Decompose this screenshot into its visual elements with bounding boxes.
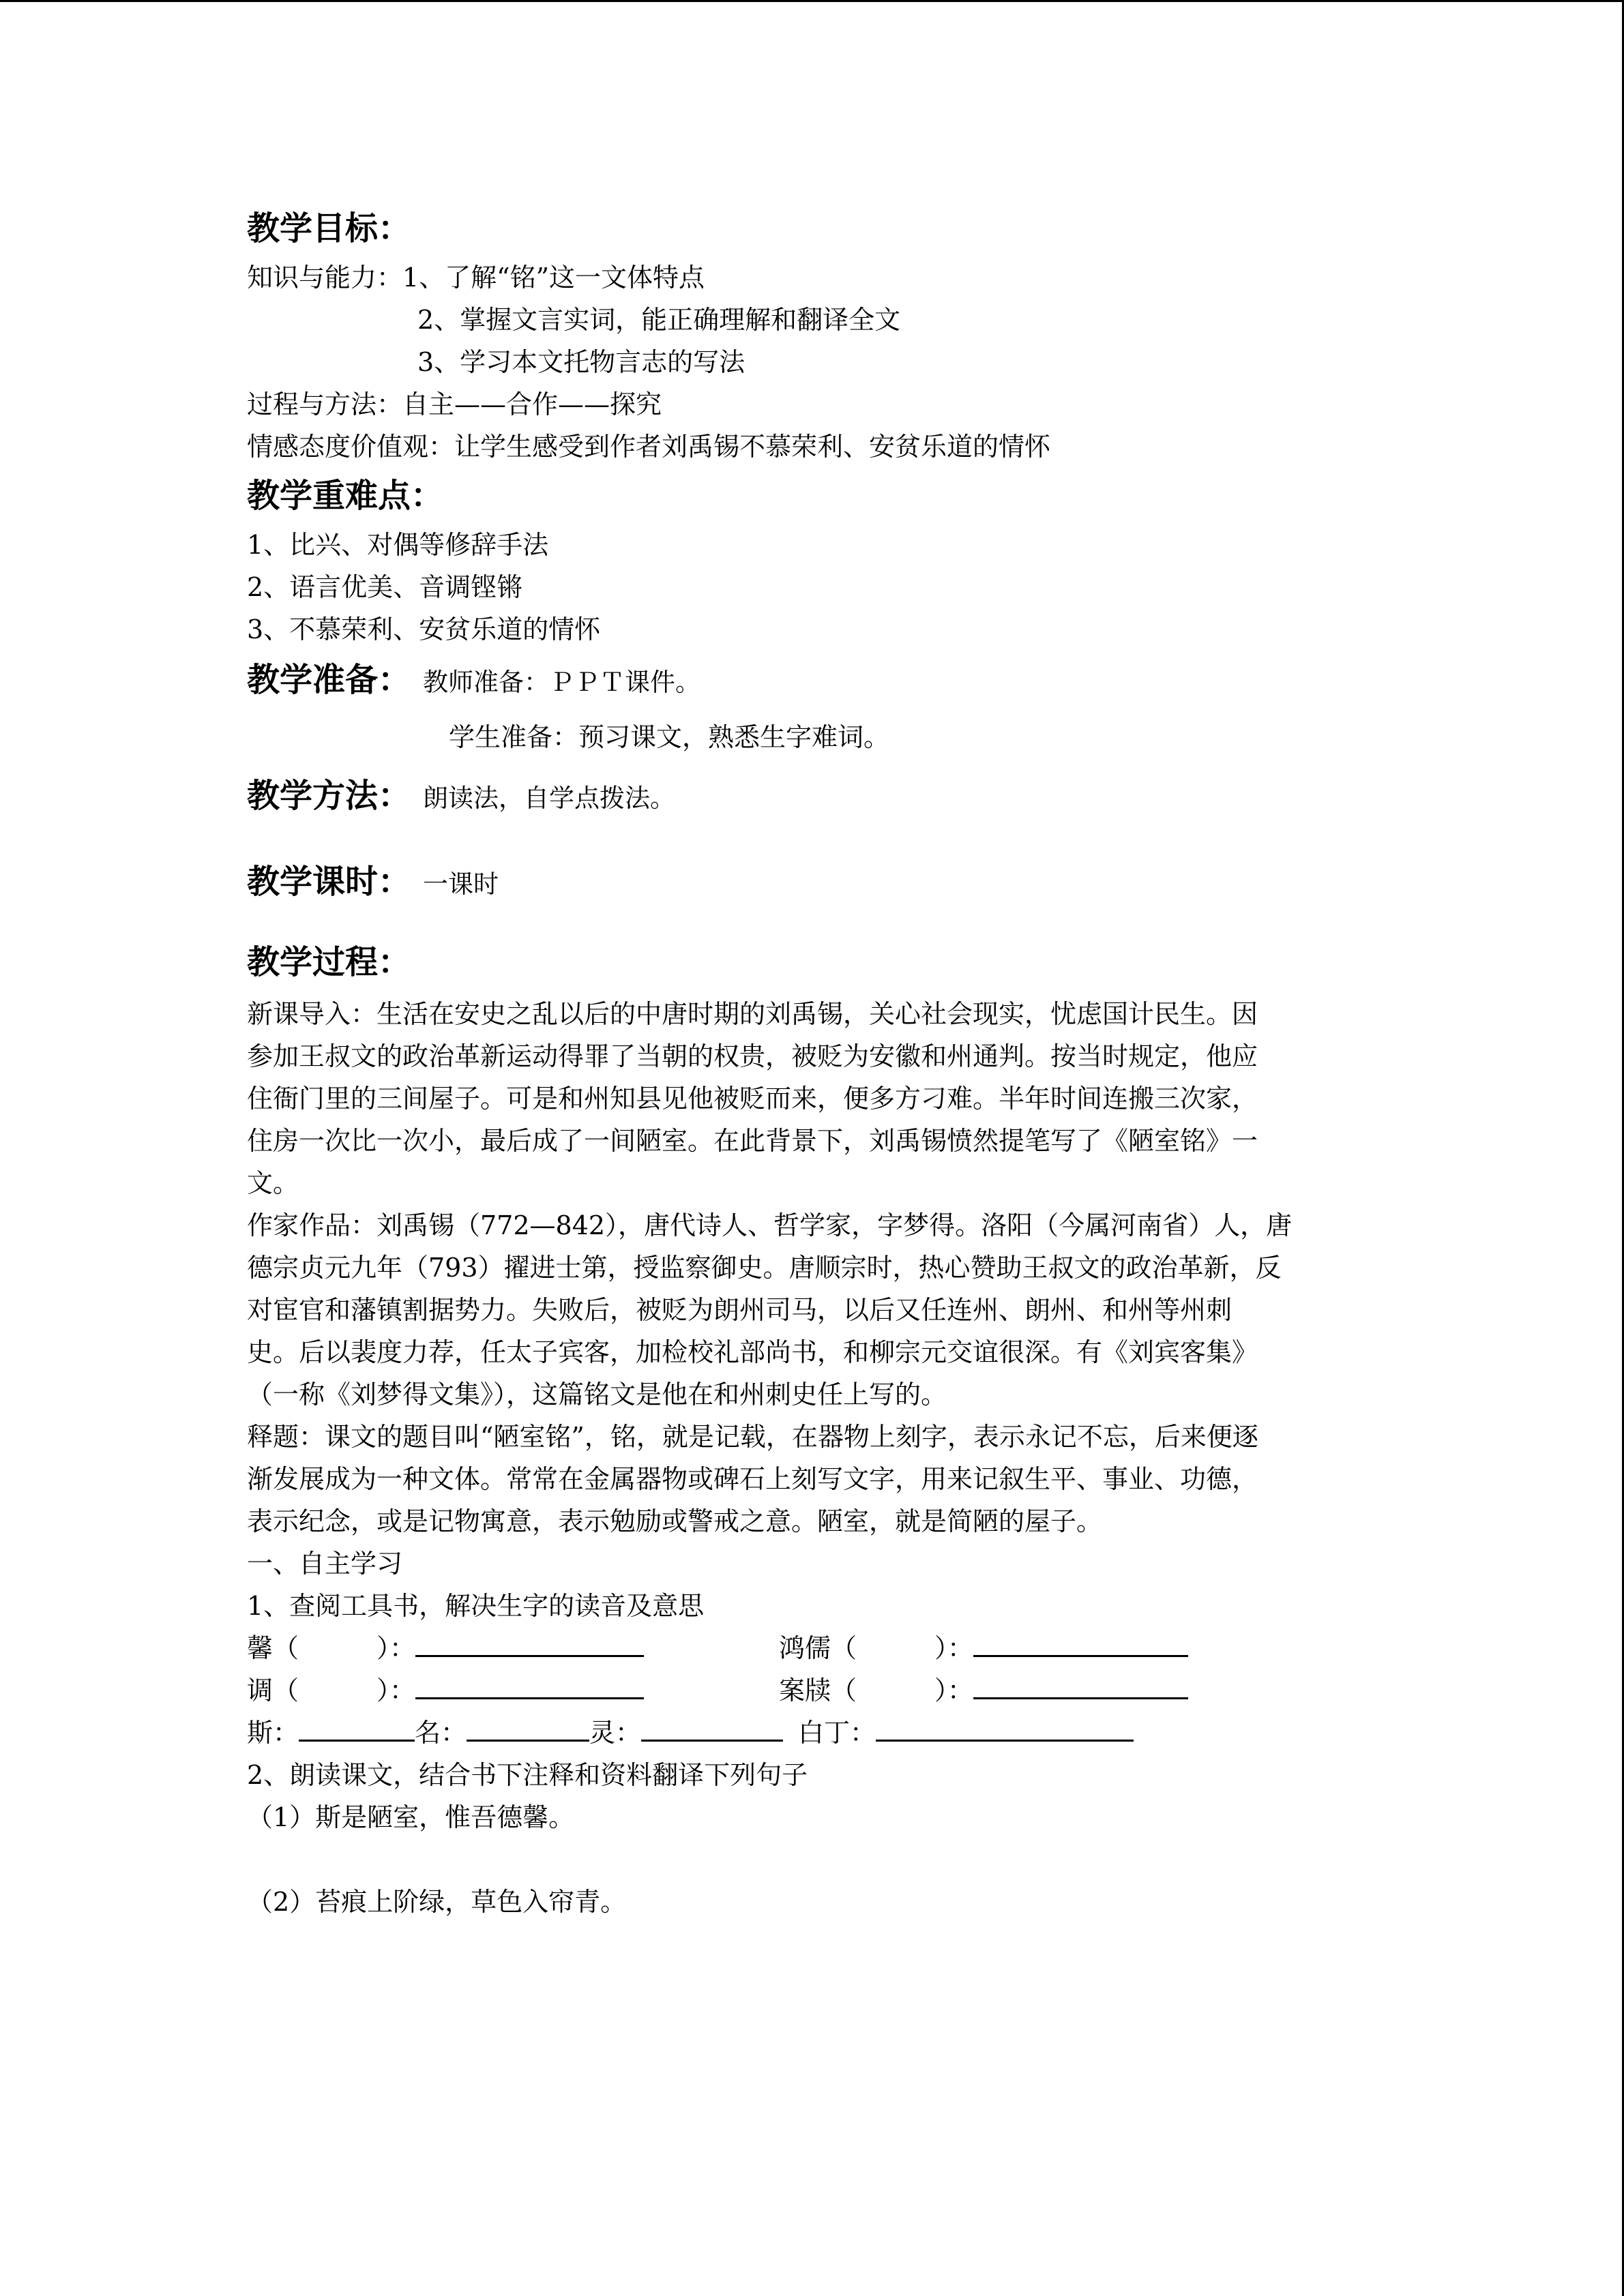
author-line: （一称《刘梦得文集》），这篇铭文是他在和州刺史任上写的。 — [247, 1380, 947, 1410]
difficulty-item: 2、语言优美、音调铿锵 — [247, 572, 523, 602]
objective-emotion: 情感态度价值观：让学生感受到作者刘禹锡不慕荣利、安贫乐道的情怀 — [247, 432, 1051, 462]
preparation-title: 教学准备： — [247, 661, 411, 699]
vocab-ming-label: 名： — [415, 1718, 467, 1748]
task-1: 1、查阅工具书，解决生字的读音及意思 — [247, 1591, 705, 1621]
difficulty-item: 1、比兴、对偶等修辞手法 — [247, 530, 549, 560]
vocab-si-label: 斯： — [247, 1718, 299, 1748]
author-line: 史。后以裴度力荐，任太子宾客，加检校礼部尚书，和柳宗元交谊很深。有《刘宾客集》 — [247, 1337, 1258, 1367]
objective-knowledge-2: 2、掌握文言实词，能正确理解和翻译全文 — [417, 305, 901, 335]
objective-knowledge-1: 知识与能力：1、了解“铭”这一文体特点 — [247, 263, 705, 293]
difficulties-heading: 教学重难点： — [247, 477, 444, 515]
section-period — [247, 858, 1393, 908]
title-explanation-line: 表示纪念，或是记物寓意，表示勉励或警戒之意。陋室，就是简陋的屋子。 — [247, 1506, 1103, 1536]
vocab-ling-blank[interactable] — [641, 1712, 783, 1742]
vocab-xin-label: 馨（ ）： — [247, 1633, 416, 1663]
intro-line: 住衙门里的三间屋子。可是和州知县见他被贬而来，便多方刁难。半年时间连搬三次家， — [247, 1084, 1258, 1114]
process-heading: 教学过程： — [247, 943, 411, 981]
vocab-andu — [779, 1669, 1188, 1712]
intro-line: 参加王叔文的政治革新运动得罪了当朝的权贵，被贬为安徽和州通判。按当时规定，他应 — [247, 1041, 1258, 1071]
lesson-plan-document — [247, 205, 1393, 1923]
difficulty-item: 3、不慕荣利、安贫乐道的情怀 — [247, 614, 601, 644]
title-explanation-line: 渐发展成为一种文体。常常在金属器物或碑石上刻写文字，用来记叙生平、事业、功德， — [247, 1464, 1258, 1494]
objectives-heading: 教学目标： — [247, 209, 411, 248]
vocab-hongru-blank[interactable] — [973, 1628, 1188, 1657]
objective-knowledge-3: 3、学习本文托物言志的写法 — [417, 347, 745, 377]
method-title: 教学方法： — [247, 777, 411, 815]
period-text: 一课时 — [423, 869, 499, 899]
task-2: 2、朗读课文，结合书下注释和资料翻译下列句子 — [247, 1760, 808, 1790]
self-study-heading: 一、自主学习 — [247, 1549, 403, 1579]
title-explanation-paragraph — [247, 1416, 1393, 1542]
method-heading — [247, 772, 1393, 822]
vocab-baiding-label: 白丁： — [798, 1718, 876, 1748]
author-line: 德宗贞元九年（793）擢进士第，授监察御史。唐顺宗时，热心赞助王叔文的政治革新，反 — [247, 1253, 1282, 1283]
vocab-row-1 — [247, 1627, 1393, 1669]
section-process — [247, 938, 1393, 1923]
vocab-andu-blank[interactable] — [973, 1670, 1188, 1699]
vocab-si-blank[interactable] — [299, 1712, 415, 1742]
preparation-heading — [247, 656, 1393, 706]
vocab-baiding-blank[interactable] — [876, 1712, 1134, 1742]
vocab-tiao-label: 调（ ）： — [247, 1675, 416, 1705]
section-preparation — [247, 656, 1393, 758]
preparation-student: 学生准备：预习课文，熟悉生字难词。 — [449, 722, 890, 752]
section-objectives — [247, 205, 1393, 468]
vocab-hongru — [779, 1627, 1188, 1669]
vocab-tiao-blank[interactable] — [415, 1670, 644, 1699]
objective-process: 过程与方法：自主——合作——探究 — [247, 389, 662, 419]
preparation-teacher: 教师准备：ＰＰＴ课件。 — [423, 668, 701, 697]
period-heading — [247, 858, 1393, 908]
page-top-border — [0, 0, 1624, 2]
period-title: 教学课时： — [247, 863, 411, 901]
vocab-hongru-label: 鸿儒（ ）： — [779, 1633, 974, 1663]
author-line: 对宦官和藩镇割据势力。失败后，被贬为朗州司马，以后又任连州、朗州、和州等州刺 — [247, 1295, 1232, 1325]
intro-paragraph — [247, 993, 1393, 1204]
vocab-xin-blank[interactable] — [415, 1628, 644, 1657]
sentence-1: （1）斯是陋室，惟吾德馨。 — [247, 1802, 575, 1832]
section-difficulties — [247, 472, 1393, 651]
vocab-andu-label: 案牍（ ）： — [779, 1675, 974, 1705]
author-paragraph — [247, 1204, 1393, 1416]
intro-line: 文。 — [247, 1168, 299, 1198]
title-explanation-line: 释题：课文的题目叫“陋室铭”，铭，就是记载，在器物上刻字，表示永记不忘，后来便逐 — [247, 1422, 1258, 1452]
vocab-ling-label: 灵： — [589, 1718, 642, 1748]
vocab-row-3 — [247, 1712, 1393, 1754]
sentence-2: （2）苔痕上阶绿，草色入帘青。 — [247, 1887, 627, 1917]
vocab-ming-blank[interactable] — [467, 1712, 589, 1742]
intro-line: 新课导入：生活在安史之乱以后的中唐时期的刘禹锡，关心社会现实，忧虑国计民生。因 — [247, 999, 1258, 1029]
method-text: 朗读法，自学点拨法。 — [423, 784, 676, 813]
section-method — [247, 772, 1393, 822]
vocab-row-2 — [247, 1669, 1393, 1712]
intro-line: 住房一次比一次小，最后成了一间陋室。在此背景下，刘禹锡愤然提笔写了《陋室铭》一 — [247, 1126, 1258, 1156]
author-line: 作家作品：刘禹锡（772—842），唐代诗人、哲学家，字梦得。洛阳（今属河南省）人，唐 — [247, 1210, 1293, 1240]
